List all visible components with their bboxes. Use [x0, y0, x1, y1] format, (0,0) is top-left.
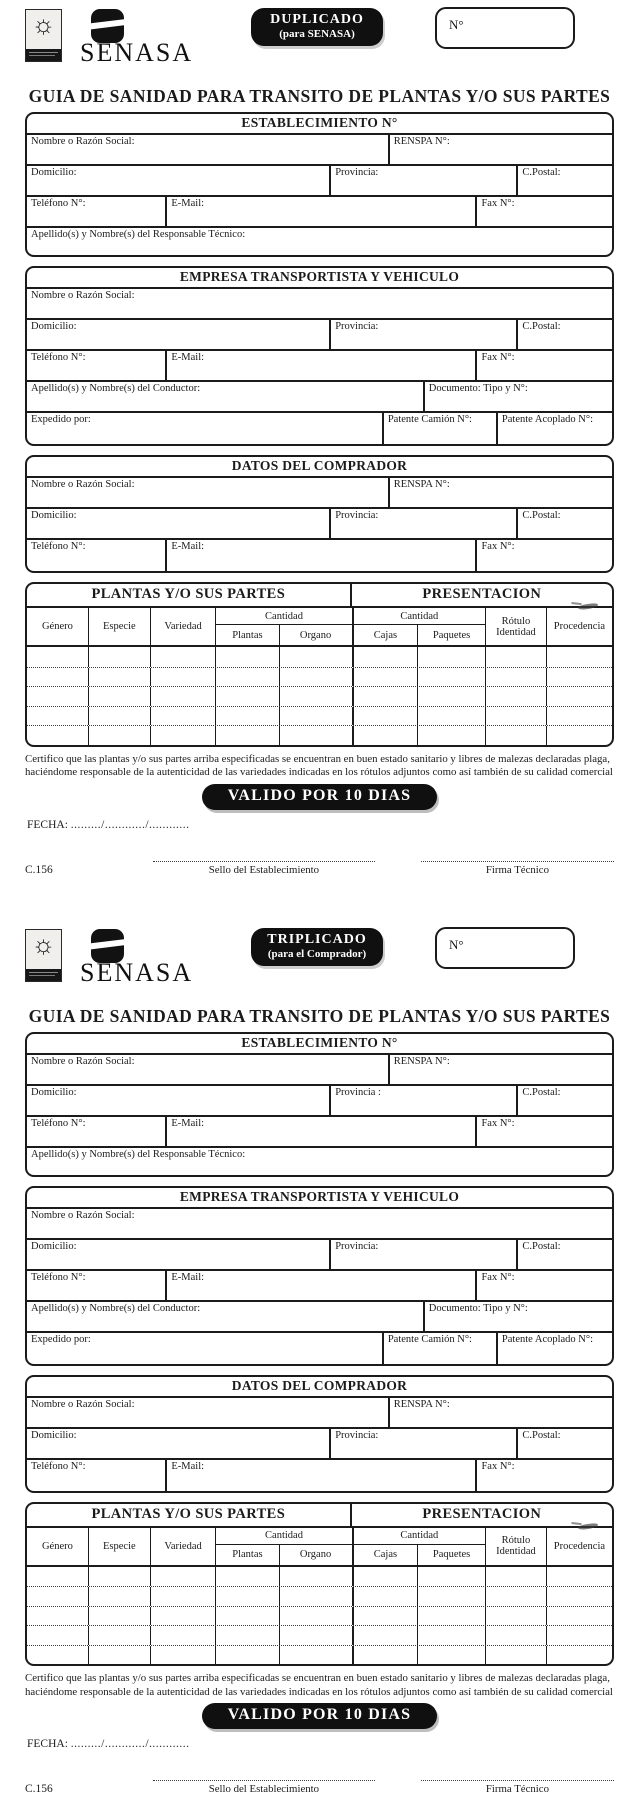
table-cell[interactable]	[279, 647, 352, 667]
section-comprador-title: DATOS DEL COMPRADOR	[27, 1377, 612, 1398]
table-cell[interactable]	[150, 707, 216, 726]
table-cell[interactable]	[27, 687, 88, 706]
table-cell[interactable]	[150, 726, 216, 745]
table-cell[interactable]	[88, 1646, 150, 1665]
table-cell[interactable]	[279, 687, 352, 706]
section-transportista-title: EMPRESA TRANSPORTISTA Y VEHICULO	[27, 1188, 612, 1209]
table-cell[interactable]	[546, 1646, 612, 1665]
section-establecimiento-title: ESTABLECIMIENTO N°	[27, 1034, 612, 1055]
plants-table	[25, 1502, 614, 1667]
field-comprador-provincia[interactable]: Provincia:	[331, 1429, 518, 1458]
table-cell[interactable]	[485, 1607, 546, 1626]
table-cell[interactable]	[352, 707, 418, 726]
col-genero: Género	[41, 621, 73, 632]
form-header	[25, 926, 614, 990]
table-cell[interactable]	[150, 1567, 216, 1587]
field-comprador-fax[interactable]: Fax N°:	[481, 1460, 515, 1472]
field-transportista-fax[interactable]: Fax N°:	[481, 1271, 515, 1283]
table-cell[interactable]	[88, 1567, 150, 1587]
field-comprador-telefono[interactable]: Teléfono N°:	[27, 1460, 167, 1491]
table-cell[interactable]	[88, 726, 150, 745]
senasa-logo	[25, 6, 205, 68]
table-cell[interactable]	[88, 647, 150, 667]
field-transportista-email[interactable]: E-Mail:	[167, 351, 477, 380]
section-establecimiento-title: ESTABLECIMIENTO N°	[27, 114, 612, 135]
sello-establecimiento-area[interactable]	[153, 861, 375, 876]
table-row	[27, 706, 612, 726]
table-cell[interactable]	[485, 1567, 546, 1587]
table-cell[interactable]	[417, 687, 485, 706]
section-transportista	[25, 266, 614, 446]
table-cell[interactable]	[485, 668, 546, 687]
field-conductor[interactable]: Apellido(s) y Nombre(s) del Conductor:	[27, 382, 425, 411]
table-cell[interactable]	[417, 1626, 485, 1645]
certification-text: Certifico que las plantas y/o sus partes arriba especificadas se encuentran en buen estado sanitario y libres de malezas declaradas plaga, haciéndome responsable de la autenticidad de las variedades indicadas en los rótulos adjuntos como así también de su calidad comercial	[25, 1672, 613, 1698]
fecha-dotted-line: ........./............/............	[70, 818, 190, 831]
table-cell[interactable]	[417, 1646, 485, 1665]
table-cell[interactable]	[150, 1646, 216, 1665]
field-comprador-renspa[interactable]: RENSPA N°:	[393, 479, 450, 490]
field-patente-acoplado[interactable]: Patente Acoplado N°:	[501, 414, 594, 425]
field-documento[interactable]: Documento: Tipo y N°:	[428, 383, 528, 394]
copy-type-title: DUPLICADO	[270, 12, 364, 27]
field-transportista-cpostal[interactable]: C.Postal:	[522, 1240, 561, 1252]
col-especie: Especie	[88, 608, 150, 645]
col-procedencia: Procedencia	[546, 608, 612, 645]
section-comprador-title: DATOS DEL COMPRADOR	[27, 457, 612, 478]
table-cell[interactable]	[417, 707, 485, 726]
field-establecimiento-fax[interactable]: Fax N°:	[481, 198, 515, 209]
table-cell[interactable]	[150, 668, 216, 687]
table-cell[interactable]	[546, 647, 612, 667]
table-cell[interactable]	[279, 1587, 352, 1606]
table-cell[interactable]	[215, 668, 278, 687]
field-comprador-cpostal[interactable]: C.Postal:	[522, 1429, 561, 1441]
table-row	[27, 686, 612, 706]
field-establecimiento-provincia[interactable]: Provincia:	[331, 166, 518, 195]
table-row	[27, 1625, 612, 1645]
col-especie: Especie	[88, 1528, 150, 1565]
field-transportista-nombre[interactable]: Nombre o Razón Social:	[31, 1209, 135, 1221]
table-cell[interactable]	[352, 687, 418, 706]
section-transportista-title: EMPRESA TRANSPORTISTA Y VEHICULO	[27, 268, 612, 289]
section-establecimiento	[25, 1032, 614, 1177]
field-documento[interactable]: Documento: Tipo y N°:	[428, 1302, 528, 1314]
table-cell[interactable]	[27, 1567, 88, 1587]
table-cell[interactable]	[27, 1646, 88, 1665]
table-cell[interactable]	[546, 1626, 612, 1645]
table-cell[interactable]	[279, 668, 352, 687]
table-cell[interactable]	[279, 1607, 352, 1626]
col-rotulo-identidad: Rótulo Identidad	[485, 608, 546, 645]
table-group-plantas: PLANTAS Y/O SUS PARTES	[27, 584, 352, 606]
table-cell[interactable]	[352, 1567, 418, 1587]
table-cell[interactable]	[485, 726, 546, 745]
plants-table-header	[27, 608, 612, 647]
firma-tecnico-area[interactable]	[421, 1780, 614, 1795]
table-cell[interactable]	[417, 726, 485, 745]
sello-signature-line[interactable]	[153, 1780, 375, 1781]
table-cell[interactable]	[88, 1626, 150, 1645]
col-cajas: Cajas	[352, 625, 418, 645]
fecha-label: FECHA:	[27, 818, 68, 831]
table-cell[interactable]	[215, 707, 278, 726]
table-cell[interactable]	[150, 687, 216, 706]
field-establecimiento-provincia[interactable]: Provincia :	[331, 1086, 518, 1115]
table-row	[27, 667, 612, 687]
table-cell[interactable]	[215, 647, 278, 667]
table-cell[interactable]	[27, 1626, 88, 1645]
senasa-wordmark: SENASA	[80, 957, 194, 987]
field-comprador-fax[interactable]: Fax N°:	[481, 541, 515, 552]
table-cell[interactable]	[546, 1567, 612, 1587]
firma-tecnico-area[interactable]	[421, 861, 614, 876]
field-establecimiento-cpostal[interactable]: C.Postal:	[522, 1086, 561, 1098]
field-establecimiento-domicilio[interactable]: Domicilio:	[27, 166, 331, 195]
field-comprador-renspa[interactable]: RENSPA N°:	[393, 1398, 450, 1410]
col-cantidad-plantas: Cantidad	[215, 1528, 351, 1545]
table-cell[interactable]	[417, 647, 485, 667]
firma-label: Firma Técnico	[485, 1783, 549, 1795]
table-cell[interactable]	[88, 687, 150, 706]
field-expedido-por[interactable]: Expedido por:	[27, 413, 384, 444]
sello-label: Sello del Establecimiento	[208, 1783, 320, 1795]
table-cell[interactable]	[352, 726, 418, 745]
document-number-box[interactable]	[435, 7, 575, 49]
table-cell[interactable]	[279, 1646, 352, 1665]
senasa-sun-icon: ☼	[25, 9, 62, 62]
field-establecimiento-renspa[interactable]: RENSPA N°:	[393, 136, 450, 147]
form-copy	[25, 926, 614, 1796]
firma-signature-line[interactable]	[421, 861, 614, 862]
table-cell[interactable]	[485, 647, 546, 667]
field-comprador-cpostal[interactable]: C.Postal:	[522, 510, 561, 521]
field-responsable-tecnico[interactable]: Apellido(s) y Nombre(s) del Responsable Técnico:	[31, 1148, 246, 1160]
col-variedad: Variedad	[150, 1528, 216, 1565]
field-responsable-tecnico[interactable]: Apellido(s) y Nombre(s) del Responsable Técnico:	[31, 229, 246, 240]
field-establecimiento-email[interactable]: E-Mail:	[167, 197, 477, 226]
document-number-box[interactable]	[435, 927, 575, 969]
table-cell[interactable]	[352, 668, 418, 687]
firma-label: Firma Técnico	[485, 863, 549, 876]
table-cell[interactable]	[352, 1626, 418, 1645]
fecha-dotted-line: ........./............/............	[70, 1738, 190, 1750]
table-cell[interactable]	[485, 687, 546, 706]
table-cell[interactable]	[215, 1567, 278, 1587]
document-number-label: N°	[449, 17, 464, 32]
field-comprador-email[interactable]: E-Mail:	[167, 1460, 477, 1491]
form-title: GUIA DE SANIDAD PARA TRANSITO DE PLANTAS Y/O SUS PARTES	[28, 1005, 611, 1026]
table-cell[interactable]	[215, 1587, 278, 1606]
table-cell[interactable]	[352, 1607, 418, 1626]
col-paquetes: Paquetes	[417, 1545, 485, 1565]
valid-10-days-badge: VALIDO POR 10 DIAS	[202, 784, 438, 810]
col-cantidad-presentacion: Cantidad	[352, 1528, 485, 1545]
col-plantas: Plantas	[215, 1545, 278, 1565]
table-row	[27, 725, 612, 745]
col-genero: Género	[41, 1540, 73, 1552]
table-cell[interactable]	[150, 1587, 216, 1606]
field-transportista-cpostal[interactable]: C.Postal:	[522, 321, 561, 332]
field-transportista-telefono[interactable]: Teléfono N°:	[27, 1271, 167, 1300]
table-cell[interactable]	[485, 1587, 546, 1606]
col-cantidad-plantas: Cantidad	[215, 608, 351, 625]
table-cell[interactable]	[485, 1646, 546, 1665]
table-cell[interactable]	[417, 668, 485, 687]
sello-signature-line[interactable]	[153, 861, 375, 862]
col-cantidad-presentacion: Cantidad	[352, 608, 485, 625]
field-patente-camion[interactable]: Patente Camión N°:	[384, 1333, 498, 1364]
copy-type-badge	[251, 928, 383, 966]
field-establecimiento-telefono[interactable]: Teléfono N°:	[27, 1117, 167, 1146]
field-establecimiento-domicilio[interactable]: Domicilio:	[27, 1086, 331, 1115]
table-cell[interactable]	[150, 647, 216, 667]
table-cell[interactable]	[215, 687, 278, 706]
table-row	[27, 1567, 612, 1587]
field-conductor[interactable]: Apellido(s) y Nombre(s) del Conductor:	[27, 1302, 425, 1331]
table-row	[27, 1606, 612, 1626]
field-establecimiento-cpostal[interactable]: C.Postal:	[522, 167, 561, 178]
plants-table-header	[27, 1528, 612, 1567]
table-cell[interactable]	[88, 668, 150, 687]
plants-table	[25, 582, 614, 747]
fecha-field[interactable]	[27, 819, 614, 831]
table-cell[interactable]	[279, 707, 352, 726]
section-establecimiento	[25, 112, 614, 257]
copy-type-title: TRIPLICADO	[267, 931, 367, 947]
col-paquetes: Paquetes	[417, 625, 485, 645]
field-patente-acoplado[interactable]: Patente Acoplado N°:	[501, 1333, 594, 1345]
field-comprador-domicilio[interactable]: Domicilio:	[27, 509, 331, 538]
table-cell[interactable]	[546, 1607, 612, 1626]
certification-text: Certifico que las plantas y/o sus partes arriba especificadas se encuentran en buen estado sanitario y libres de malezas declaradas plaga, haciéndome responsable de la autenticidad de las variedades indicadas en los rótulos adjuntos como así también de su calidad comercial	[25, 752, 613, 778]
table-cell[interactable]	[485, 1626, 546, 1645]
form-code: C.156	[25, 1783, 53, 1795]
field-establecimiento-email[interactable]: E-Mail:	[167, 1117, 477, 1146]
col-procedencia: Procedencia	[546, 1528, 612, 1565]
field-transportista-email[interactable]: E-Mail:	[167, 1271, 477, 1300]
field-transportista-telefono[interactable]: Teléfono N°:	[27, 351, 167, 380]
senasa-wordmark: SENASA	[80, 38, 194, 67]
table-row	[27, 647, 612, 667]
table-cell[interactable]	[546, 668, 612, 687]
table-group-presentacion: PRESENTACION	[422, 586, 542, 602]
table-cell[interactable]	[215, 1646, 278, 1665]
logo-footer-strip	[26, 49, 61, 61]
table-cell[interactable]	[352, 647, 418, 667]
field-comprador-domicilio[interactable]: Domicilio:	[27, 1429, 331, 1458]
table-cell[interactable]	[417, 1587, 485, 1606]
field-establecimiento-fax[interactable]: Fax N°:	[481, 1117, 515, 1129]
table-cell[interactable]	[27, 726, 88, 745]
table-cell[interactable]	[546, 1587, 612, 1606]
table-cell[interactable]	[352, 1646, 418, 1665]
field-establecimiento-telefono[interactable]: Teléfono N°:	[27, 197, 167, 226]
table-cell[interactable]	[150, 1626, 216, 1645]
table-cell[interactable]	[352, 1587, 418, 1606]
field-patente-camion[interactable]: Patente Camión N°:	[384, 413, 498, 444]
table-cell[interactable]	[485, 707, 546, 726]
col-organo: Organo	[279, 1545, 352, 1565]
valid-10-days-badge: VALIDO POR 10 DIAS	[202, 1703, 438, 1729]
table-cell[interactable]	[27, 668, 88, 687]
field-establecimiento-nombre[interactable]: Nombre o Razón Social:	[27, 1055, 390, 1084]
table-row	[27, 1645, 612, 1665]
table-cell[interactable]	[279, 1626, 352, 1645]
col-plantas: Plantas	[215, 625, 278, 645]
table-cell[interactable]	[27, 1607, 88, 1626]
table-cell[interactable]	[279, 1567, 352, 1587]
table-cell[interactable]	[150, 1607, 216, 1626]
table-cell[interactable]	[546, 707, 612, 726]
field-establecimiento-renspa[interactable]: RENSPA N°:	[393, 1055, 450, 1067]
table-cell[interactable]	[88, 1607, 150, 1626]
table-cell[interactable]	[215, 1626, 278, 1645]
firma-signature-line[interactable]	[421, 1780, 614, 1781]
table-cell[interactable]	[27, 647, 88, 667]
table-cell[interactable]	[27, 1587, 88, 1606]
form-header	[25, 6, 614, 70]
form-code: C.156	[25, 863, 53, 876]
table-cell[interactable]	[279, 726, 352, 745]
copy-type-badge	[251, 8, 383, 46]
senasa-logo	[25, 926, 205, 988]
table-cell[interactable]	[88, 707, 150, 726]
table-row	[27, 1586, 612, 1606]
col-cajas: Cajas	[352, 1545, 418, 1565]
field-comprador-provincia[interactable]: Provincia:	[331, 509, 518, 538]
field-transportista-provincia[interactable]: Provincia:	[331, 320, 518, 349]
fecha-field[interactable]	[27, 1738, 614, 1750]
document-number-label: N°	[449, 936, 464, 952]
field-comprador-nombre[interactable]: Nombre o Razón Social:	[27, 478, 390, 507]
table-group-presentacion: PRESENTACION	[422, 1505, 542, 1522]
section-comprador	[25, 1375, 614, 1493]
field-comprador-email[interactable]: E-Mail:	[167, 540, 477, 571]
form-title: GUIA DE SANIDAD PARA TRANSITO DE PLANTAS Y/O SUS PARTES	[28, 86, 611, 106]
field-establecimiento-nombre[interactable]: Nombre o Razón Social:	[27, 135, 390, 164]
field-comprador-nombre[interactable]: Nombre o Razón Social:	[27, 1398, 390, 1427]
senasa-sun-icon: ☼	[25, 929, 62, 982]
logo-footer-strip	[26, 969, 61, 981]
plants-table-body	[27, 1567, 612, 1665]
section-transportista	[25, 1186, 614, 1366]
sello-label: Sello del Establecimiento	[208, 863, 320, 876]
field-transportista-domicilio[interactable]: Domicilio:	[27, 1240, 331, 1269]
col-organo: Organo	[279, 625, 352, 645]
table-cell[interactable]	[27, 707, 88, 726]
section-comprador	[25, 455, 614, 573]
field-transportista-provincia[interactable]: Provincia:	[331, 1240, 518, 1269]
field-comprador-telefono[interactable]: Teléfono N°:	[27, 540, 167, 571]
table-cell[interactable]	[215, 726, 278, 745]
sello-establecimiento-area[interactable]	[153, 1780, 375, 1795]
field-expedido-por[interactable]: Expedido por:	[27, 1333, 384, 1364]
table-cell[interactable]	[546, 687, 612, 706]
plants-table-body	[27, 647, 612, 745]
form-copy	[25, 6, 614, 876]
field-transportista-nombre[interactable]: Nombre o Razón Social:	[31, 290, 135, 301]
field-transportista-domicilio[interactable]: Domicilio:	[27, 320, 331, 349]
table-cell[interactable]	[546, 726, 612, 745]
copy-type-subtitle: (para SENASA)	[279, 28, 355, 40]
table-cell[interactable]	[215, 1607, 278, 1626]
copy-type-subtitle: (para el Comprador)	[267, 947, 367, 960]
table-cell[interactable]	[417, 1607, 485, 1626]
table-cell[interactable]	[417, 1567, 485, 1587]
col-rotulo-identidad: Rótulo Identidad	[485, 1528, 546, 1565]
table-cell[interactable]	[88, 1587, 150, 1606]
field-transportista-fax[interactable]: Fax N°:	[481, 352, 515, 363]
fecha-label: FECHA:	[27, 1738, 68, 1750]
table-group-plantas: PLANTAS Y/O SUS PARTES	[27, 1504, 352, 1526]
col-variedad: Variedad	[150, 608, 216, 645]
